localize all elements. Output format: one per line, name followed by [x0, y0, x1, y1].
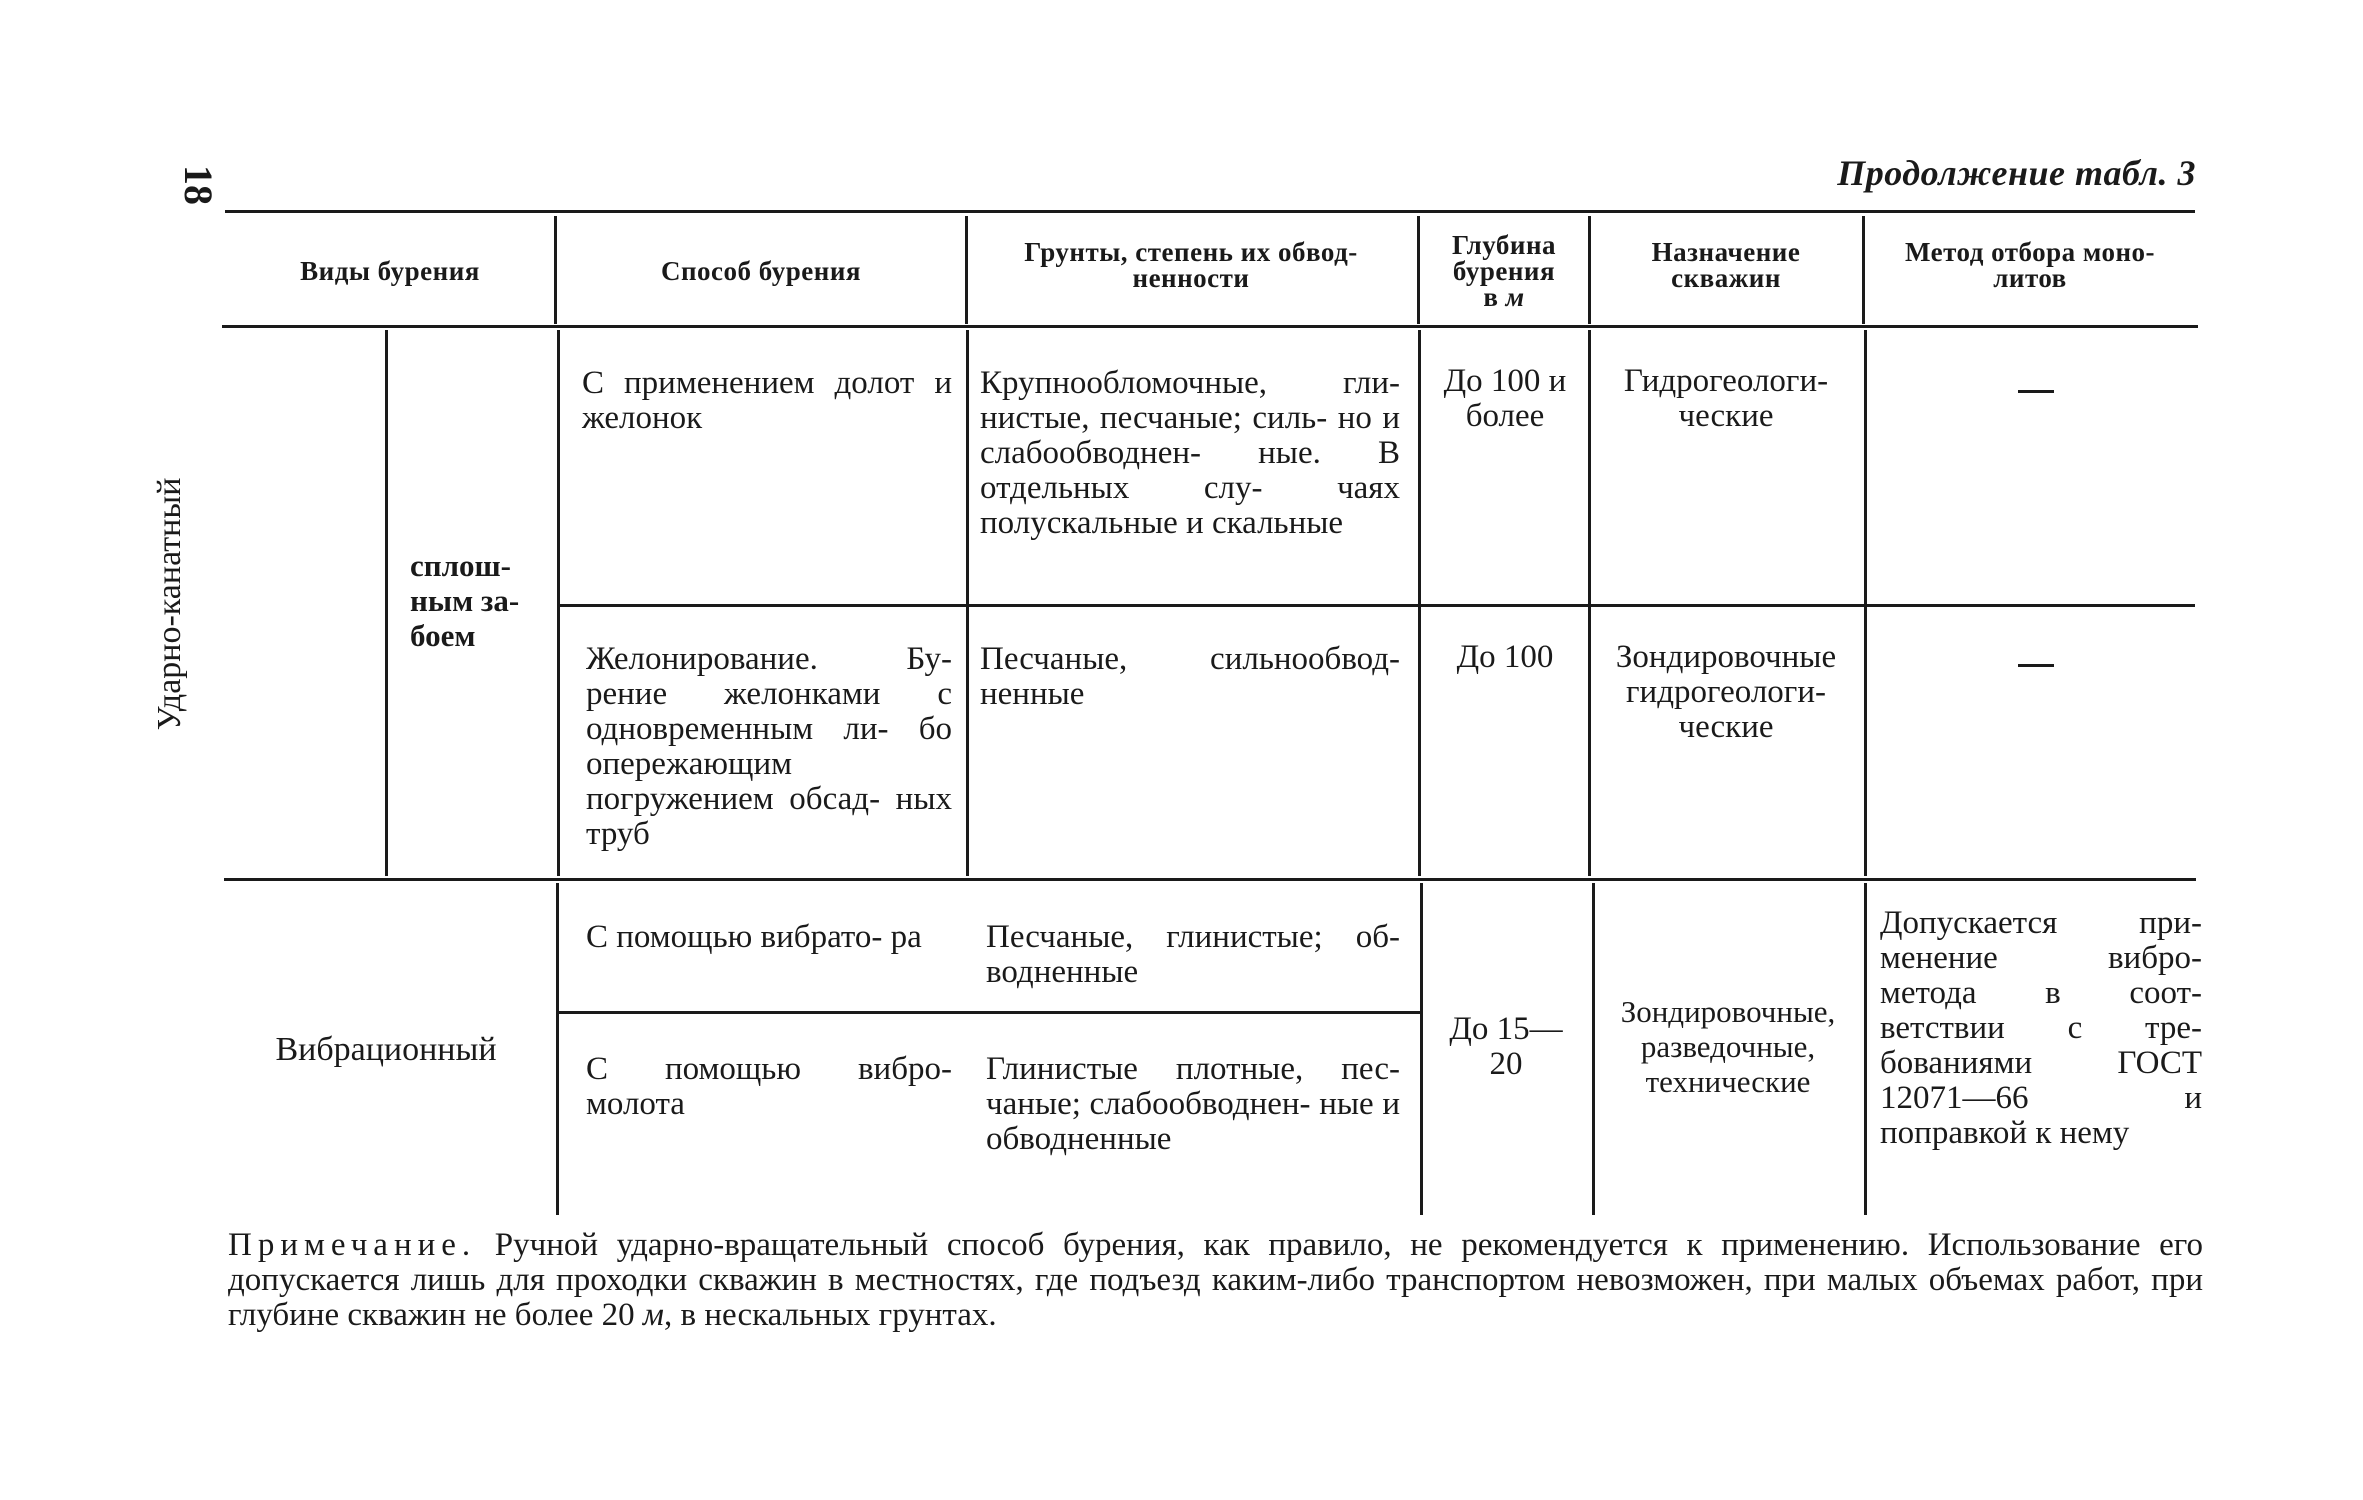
row-divider [558, 604, 2195, 607]
header-depth-text: Глубина бурения [1451, 230, 1557, 286]
group-subtype: сплош- ным за- боем [410, 548, 520, 653]
row2-method: Желонирование. Бу- рение желонками с одновременным ли- бо опережающим погружением обсад- ных труб [586, 641, 952, 852]
group2-sampling: Допускается при- менение вибро- метода в соот- ветствии с тре- бованиями ГОСТ 12071—66 и поправкой к нему [1880, 905, 2202, 1151]
header-depth-unit-line [1483, 284, 1524, 310]
col-rule [385, 330, 388, 876]
col-rule [554, 216, 557, 324]
row2-depth: До 100 [1456, 639, 1554, 675]
row1-purpose: Гидрогеологи- ческие [1623, 363, 1829, 434]
col-rule [1592, 883, 1595, 1215]
note-label: Примечание. [228, 1227, 477, 1263]
col-rule [557, 330, 560, 876]
group-divider [224, 878, 2196, 881]
col-rule [1864, 330, 1867, 876]
col-rule [965, 216, 968, 324]
row3-soils: Песчаные, глинистые; об- водненные [986, 919, 1400, 990]
row2-soils: Песчаные, сильнообвод- ненные [980, 641, 1400, 712]
col-rule [966, 330, 969, 876]
note-text-end: , в нескальных грунтах. [663, 1297, 997, 1333]
row1-depth: До 100 и более [1443, 363, 1567, 434]
header-depth-prefix: в [1483, 282, 1506, 312]
row1-soils: Крупнообломочные, гли- нистые, песчаные; силь- но и слабообводнен- ные. В отдельных слу- чаях полускальные и скальные [980, 365, 1400, 541]
page-number: 18 [176, 165, 221, 205]
note-text: Ручной ударно-вращательный способ бурения, как правило, не рекомендуется к применению. Использование его допускается лишь для проходки скважин в местностях, где подъезд каким-либо транспортом невозможен, при малых объемах работ, при глубине скважин не более 20 [228, 1227, 2203, 1333]
col-rule [1862, 216, 1865, 324]
header-bottom-rule [222, 325, 2198, 328]
table-note [228, 1228, 2203, 1333]
note-unit: м [642, 1297, 664, 1333]
header-type: Виды бурения [300, 256, 480, 286]
col-rule [556, 883, 559, 1215]
row2-purpose: Зондировочные гидрогеологи- ческие [1615, 639, 1837, 745]
row1-sampling-dash [2018, 390, 2054, 393]
header-method: Способ бурения [661, 256, 861, 286]
col-rule [1420, 883, 1423, 1215]
table-continuation-caption: Продолжение табл. 3 [1837, 153, 2196, 193]
col-rule [1417, 216, 1420, 324]
table-top-rule [225, 210, 2195, 213]
group-type-vibration: Вибрационный [275, 1031, 497, 1068]
row3-method: С помощью вибрато- ра [586, 919, 922, 955]
group2-depth: До 15— 20 [1449, 1011, 1563, 1082]
header-depth [1422, 222, 1586, 320]
header-depth-unit: м [1505, 282, 1525, 312]
col-rule [1864, 883, 1867, 1215]
header-purpose: Назначение скважин [1651, 237, 1801, 293]
group2-purpose: Зондировочные, разведочные, технические [1620, 994, 1836, 1099]
col-rule [1588, 330, 1591, 876]
col-rule [1588, 216, 1591, 324]
row1-method: С применением долот и желонок [582, 365, 952, 436]
col-rule [1418, 330, 1421, 876]
header-soils: Грунты, степень их обвод- ненности [1024, 237, 1358, 293]
group-type-cable-percussion: Ударно-канатный [151, 477, 188, 731]
header-sampling: Метод отбора моно- литов [1904, 237, 2156, 293]
row4-method: С помощью вибро- молота [586, 1051, 952, 1122]
row2-sampling-dash [2018, 664, 2054, 667]
row4-soils: Глинистые плотные, пес- чаные; слабообводнен- ные и обводненные [986, 1051, 1400, 1157]
subrow-divider [558, 1011, 1420, 1014]
